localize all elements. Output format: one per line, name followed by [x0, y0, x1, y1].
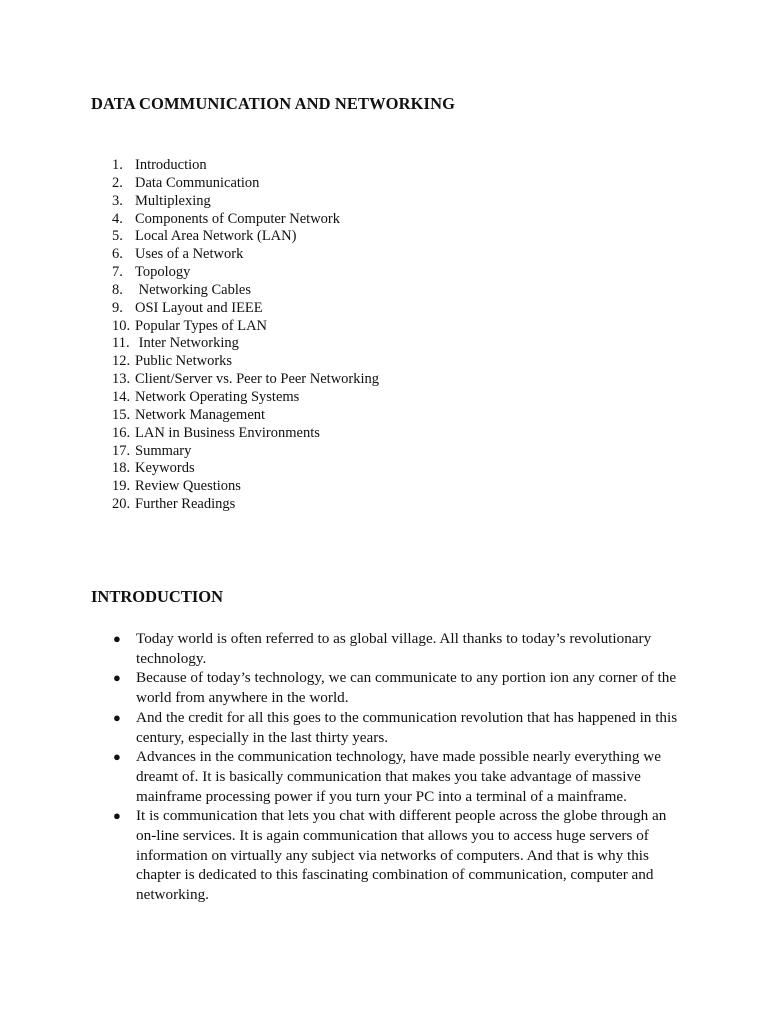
toc-item-number: 8.	[112, 281, 123, 298]
toc-item-number: 20.	[112, 496, 131, 513]
bullet-icon: ●	[113, 749, 121, 765]
toc-item	[112, 443, 379, 461]
toc-item	[112, 264, 379, 282]
toc-item	[112, 318, 379, 336]
list-item	[110, 629, 685, 668]
toc-item-number: 1.	[112, 157, 123, 173]
bullet-text: Advances in the communication technology, have made possible nearly everything we dreamt of. It is basically communication that makes you take advantage of massive mainframe processing power if you turn your PC into a terminal of a mainframe.	[136, 748, 661, 805]
toc-item-number: 17.	[112, 442, 131, 459]
toc-item-label: Multiplexing	[135, 192, 211, 209]
toc-item	[112, 371, 379, 389]
bullet-icon: ●	[113, 808, 121, 824]
bullet-icon: ●	[113, 631, 121, 646]
bullet-text: Today world is often referred to as global village. All thanks to today’s revolutionary technology.	[136, 630, 652, 667]
section-heading-introduction: INTRODUCTION	[91, 587, 224, 606]
toc-item-label: Public Networks	[135, 353, 233, 370]
toc-item	[112, 478, 379, 496]
introduction-bullet-list	[110, 629, 685, 905]
toc-item-label: Networking Cables	[135, 281, 251, 298]
toc-item	[112, 193, 379, 211]
document-title: DATA COMMUNICATION AND NETWORKING	[91, 94, 456, 113]
toc-item	[112, 175, 379, 193]
toc-item	[112, 300, 379, 318]
toc-item-label: Inter Networking	[135, 335, 239, 352]
toc-item-number: 15.	[112, 406, 131, 423]
toc-item-number: 18.	[112, 460, 131, 477]
toc-item	[112, 157, 379, 175]
toc-item-label: Local Area Network (LAN)	[135, 228, 297, 245]
toc-item	[112, 353, 379, 371]
bullet-icon: ●	[113, 709, 121, 725]
bullet-text: And the credit for all this goes to the communication revolution that has happened in this century, especially in the last thirty years.	[136, 708, 678, 746]
toc-item-label: Review Questions	[135, 478, 241, 495]
bullet-text: It is communication that lets you chat with different people across the globe through an on-line services. It is again communication that allows you to access huge servers of information on virtually any subject via networks of computers. And that is why this chapter is dedicated to this fascinating combination of communication, computer and networking.	[136, 807, 667, 904]
toc-item-label: Keywords	[135, 460, 195, 477]
toc-item-number: 16.	[112, 424, 131, 441]
toc-item-label: LAN in Business Environments	[135, 424, 320, 441]
toc-item-label: Popular Types of LAN	[135, 317, 268, 334]
toc-item	[112, 425, 379, 443]
toc-item	[112, 228, 379, 246]
table-of-contents	[112, 157, 379, 514]
toc-item-number: 11.	[112, 335, 130, 352]
toc-item-number: 14.	[112, 388, 131, 405]
toc-item-number: 9.	[112, 299, 123, 316]
toc-item-number: 13.	[112, 371, 131, 388]
toc-item-number: 7.	[112, 264, 123, 281]
toc-item-number: 2.	[112, 174, 123, 191]
toc-item-label: Network Management	[135, 406, 266, 423]
list-item	[110, 668, 685, 707]
toc-item-label: Uses of a Network	[135, 246, 244, 263]
toc-item-label: Introduction	[135, 157, 207, 173]
list-item	[110, 747, 685, 806]
toc-item-label: OSI Layout and IEEE	[135, 299, 263, 316]
toc-item-number: 4.	[112, 210, 123, 227]
toc-item-number: 12.	[112, 353, 131, 370]
toc-item-number: 6.	[112, 246, 123, 263]
toc-item-number: 3.	[112, 192, 123, 209]
toc-item	[112, 282, 379, 300]
toc-item	[112, 407, 379, 425]
toc-item-label: Further Readings	[135, 496, 236, 513]
toc-item-label: Topology	[135, 264, 191, 281]
toc-item-label: Components of Computer Network	[135, 210, 340, 227]
toc-item-label: Summary	[135, 442, 192, 459]
toc-item	[112, 335, 379, 353]
toc-item-label: Data Communication	[135, 174, 260, 191]
toc-item	[112, 389, 379, 407]
toc-item-number: 19.	[112, 478, 131, 495]
bullet-icon: ●	[113, 670, 121, 686]
list-item	[110, 806, 685, 905]
toc-item-label: Client/Server vs. Peer to Peer Networking	[135, 371, 380, 388]
toc-item	[112, 460, 379, 478]
toc-item-number: 5.	[112, 228, 123, 245]
toc-item	[112, 246, 379, 264]
bullet-text: Because of today’s technology, we can communicate to any portion ion any corner of the world from anywhere in the world.	[136, 669, 677, 707]
toc-item	[112, 496, 379, 514]
toc-item-number: 10.	[112, 317, 131, 334]
toc-item	[112, 211, 379, 229]
list-item	[110, 708, 685, 747]
toc-item-label: Network Operating Systems	[135, 388, 300, 405]
